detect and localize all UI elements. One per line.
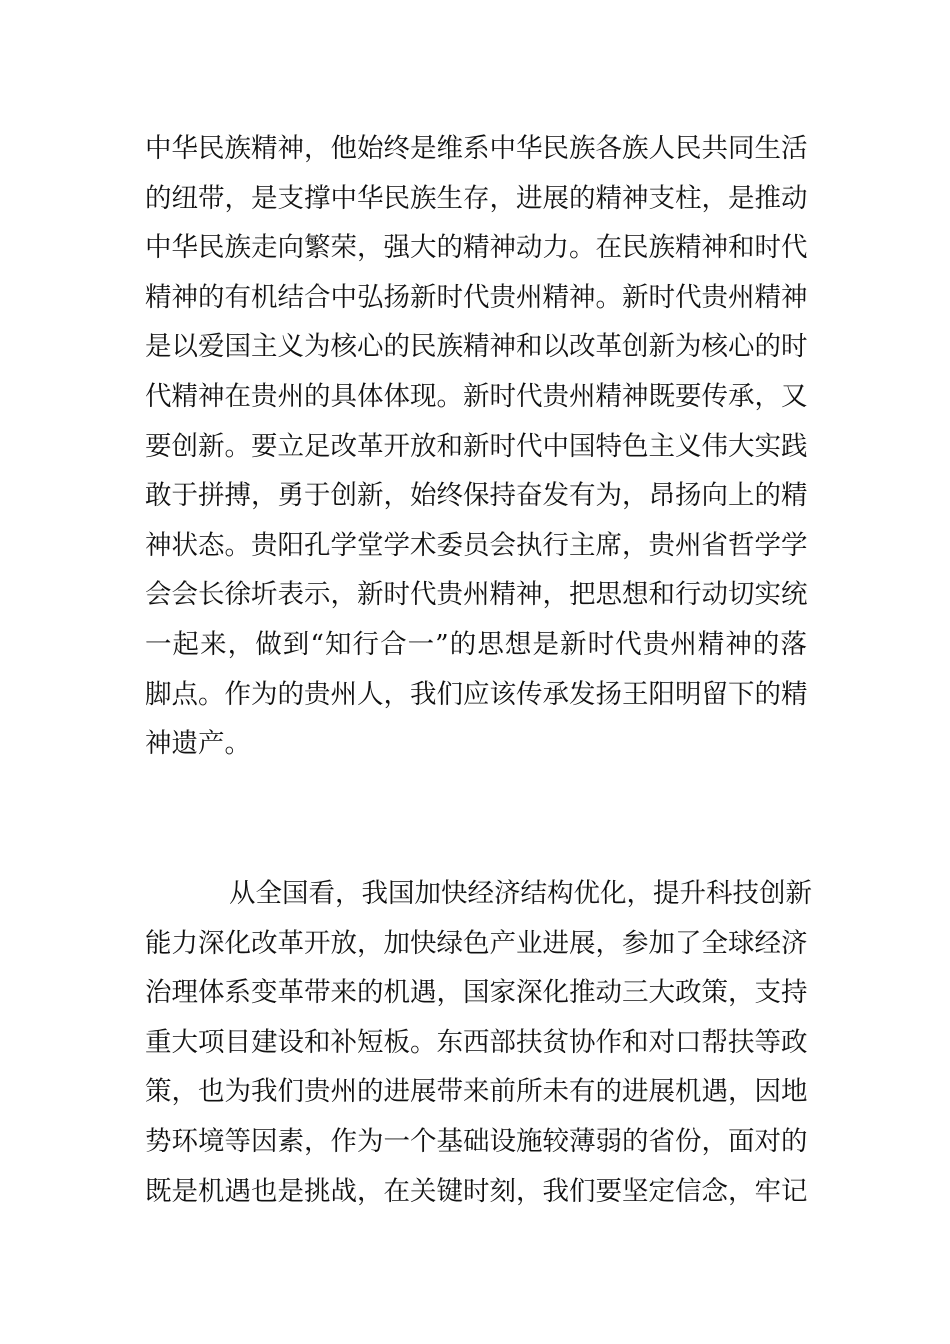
text-line: 会会长徐圻表示，新时代贵州精神，把思想和行动切实统 — [145, 579, 808, 611]
text-line: 中华民族走向繁荣，强大的精神动力。在民族精神和时代 — [145, 232, 808, 264]
text-line: 策，也为我们贵州的进展带来前所未有的进展机遇，因地 — [145, 1076, 808, 1108]
paragraph-national-spirit — [145, 124, 807, 769]
text-line: 能力深化改革开放，加快绿色产业进展，参加了全球经济 — [145, 927, 808, 959]
text-line: 神遗产。 — [145, 728, 251, 760]
text-line: 代精神在贵州的具体体现。新时代贵州精神既要传承，又 — [145, 380, 808, 412]
paragraph-national-view — [145, 869, 812, 1216]
text-line: 既是机遇也是挑战，在关键时刻，我们要坚定信念，牢记 — [145, 1175, 808, 1207]
text-line: 的纽带，是支撑中华民族生存，进展的精神支柱，是推动 — [145, 182, 808, 214]
text-line: 要创新。要立足改革开放和新时代中国特色主义伟大实践 — [145, 430, 808, 462]
text-line: 中华民族精神，他始终是维系中华民族各族人民共同生活 — [145, 133, 808, 164]
text-line: 重大项目建设和补短板。东西部扶贫协作和对口帮扶等政 — [145, 1026, 808, 1058]
text-line: 一起来，做到“知行合一”的思想是新时代贵州精神的落 — [145, 628, 807, 660]
text-line: 脚点。作为的贵州人，我们应该传承发扬王阳明留下的精 — [145, 678, 808, 710]
text-line: 神状态。贵阳孔学堂学术委员会执行主席，贵州省哲学学 — [145, 529, 808, 561]
text-line: 从全国看，我国加快经济结构优化，提升科技创新 — [229, 878, 812, 909]
text-line: 势环境等因素，作为一个基础设施较薄弱的省份，面对的 — [145, 1125, 808, 1157]
text-line: 治理体系变革带来的机遇，国家深化推动三大政策，支持 — [145, 977, 808, 1009]
text-line: 精神的有机结合中弘扬新时代贵州精神。新时代贵州精神 — [145, 281, 808, 313]
text-line: 是以爱国主义为核心的民族精神和以改革创新为核心的时 — [145, 331, 808, 363]
text-line: 敢于拼搏，勇于创新，始终保持奋发有为，昂扬向上的精 — [145, 480, 808, 512]
